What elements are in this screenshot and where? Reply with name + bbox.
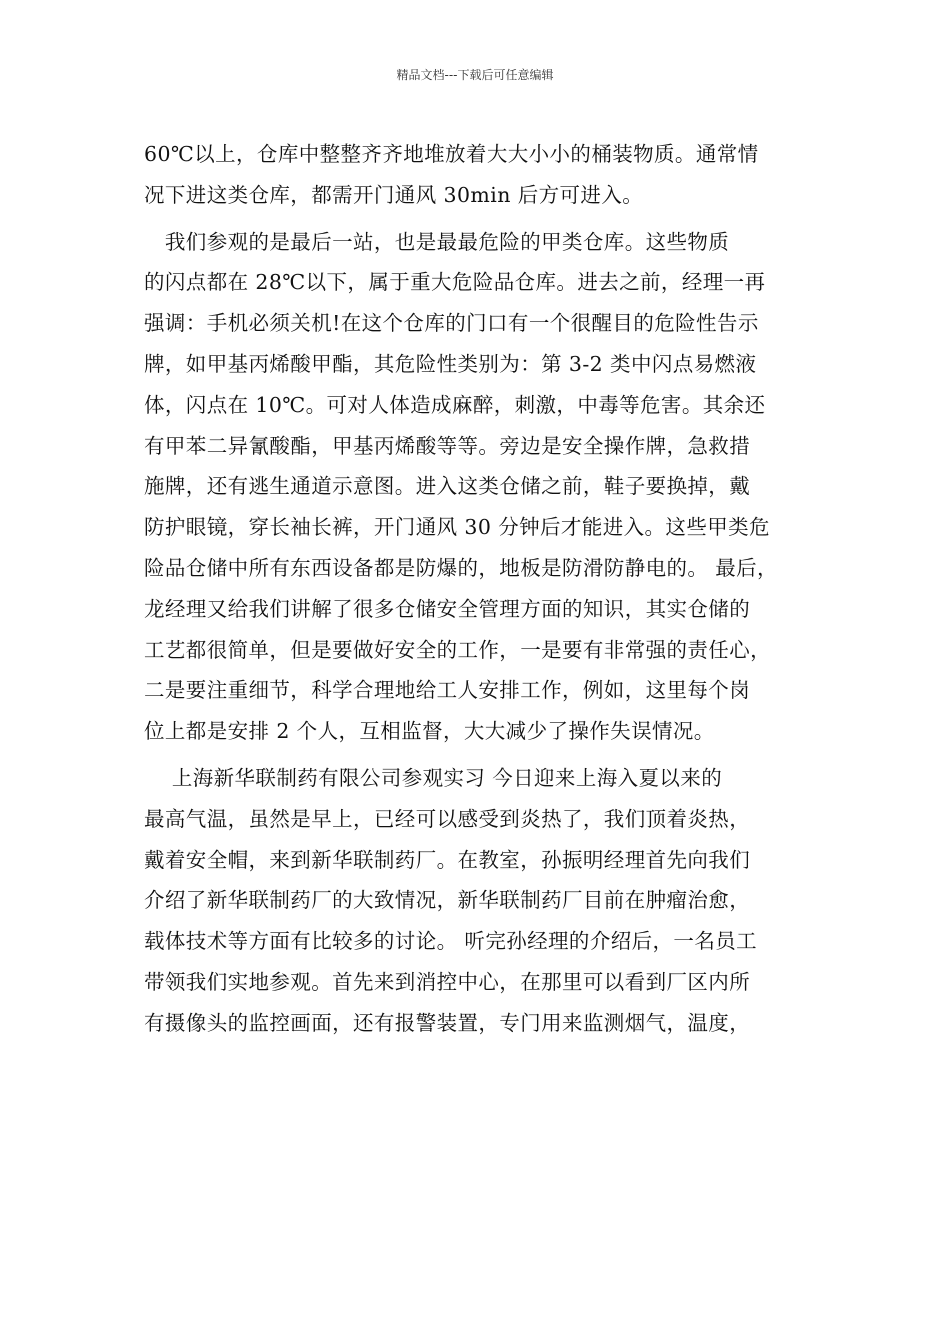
text-line: 险品仓储中所有东西设备都是防爆的，地板是防滑防静电的。 最后，: [144, 555, 778, 580]
document-body: [144, 134, 834, 1044]
text-line: 防护眼镜，穿长袖长裤，开门通风 30 分钟后才能进入。这些甲类危: [144, 515, 770, 540]
text-line: 带领我们实地参观。首先来到消控中心，在那里可以看到厂区内所: [144, 969, 751, 994]
text-line: 况下进这类仓库，都需开门通风 30min 后方可进入。: [144, 182, 644, 207]
text-line: 位上都是安排 2 个人，互相监督，大大减少了操作失误情况。: [144, 719, 715, 744]
text-line: 最高气温，虽然是早上，已经可以感受到炎热了，我们顶着炎热，: [144, 806, 751, 831]
text-line: 介绍了新华联制药厂的大致情况，新华联制药厂目前在肿瘤治愈，: [144, 888, 751, 913]
text-line: 的闪点都在 28℃以下，属于重大危险品仓库。进去之前，经理一再: [144, 270, 766, 295]
text-line: 工艺都很简单，但是要做好安全的工作，一是要有非常强的责任心，: [144, 637, 771, 662]
text-line: 有甲苯二异氰酸酯，甲基丙烯酸等等。旁边是安全操作牌，急救措: [144, 433, 751, 458]
text-line: 载体技术等方面有比较多的讨论。 听完孙经理的介绍后，一名员工: [144, 929, 758, 954]
text-line: 体，闪点在 10℃。可对人体造成麻醉，刺激，中毒等危害。其余还: [144, 392, 766, 417]
page-header: 精品文档---下载后可任意编辑: [396, 68, 554, 82]
text-line: 60℃以上，仓库中整整齐齐地堆放着大大小小的桶装物质。通常情: [144, 142, 759, 166]
text-line: 有摄像头的监控画面，还有报警装置，专门用来监测烟气，温度，: [144, 1010, 751, 1035]
text-line: 二是要注重细节，科学合理地给工人安排工作，例如，这里每个岗: [144, 678, 751, 703]
text-line: 我们参观的是最后一站，也是最最危险的甲类仓库。这些物质: [144, 229, 730, 254]
text-line: 上海新华联制药有限公司参观实习 今日迎来上海入夏以来的: [144, 765, 723, 790]
text-line: 牌，如甲基丙烯酸甲酯，其危险性类别为：第 3-2 类中闪点易燃液: [144, 351, 757, 376]
text-line: 龙经理又给我们讲解了很多仓储安全管理方面的知识，其实仓储的: [144, 596, 751, 621]
text-line: 强调：手机必须关机!在这个仓库的门口有一个很醒目的危险性告示: [144, 311, 759, 336]
text-line: 戴着安全帽，来到新华联制药厂。在教室，孙振明经理首先向我们: [144, 847, 751, 872]
text-line: 施牌，还有逃生通道示意图。进入这类仓储之前，鞋子要换掉，戴: [144, 474, 751, 499]
